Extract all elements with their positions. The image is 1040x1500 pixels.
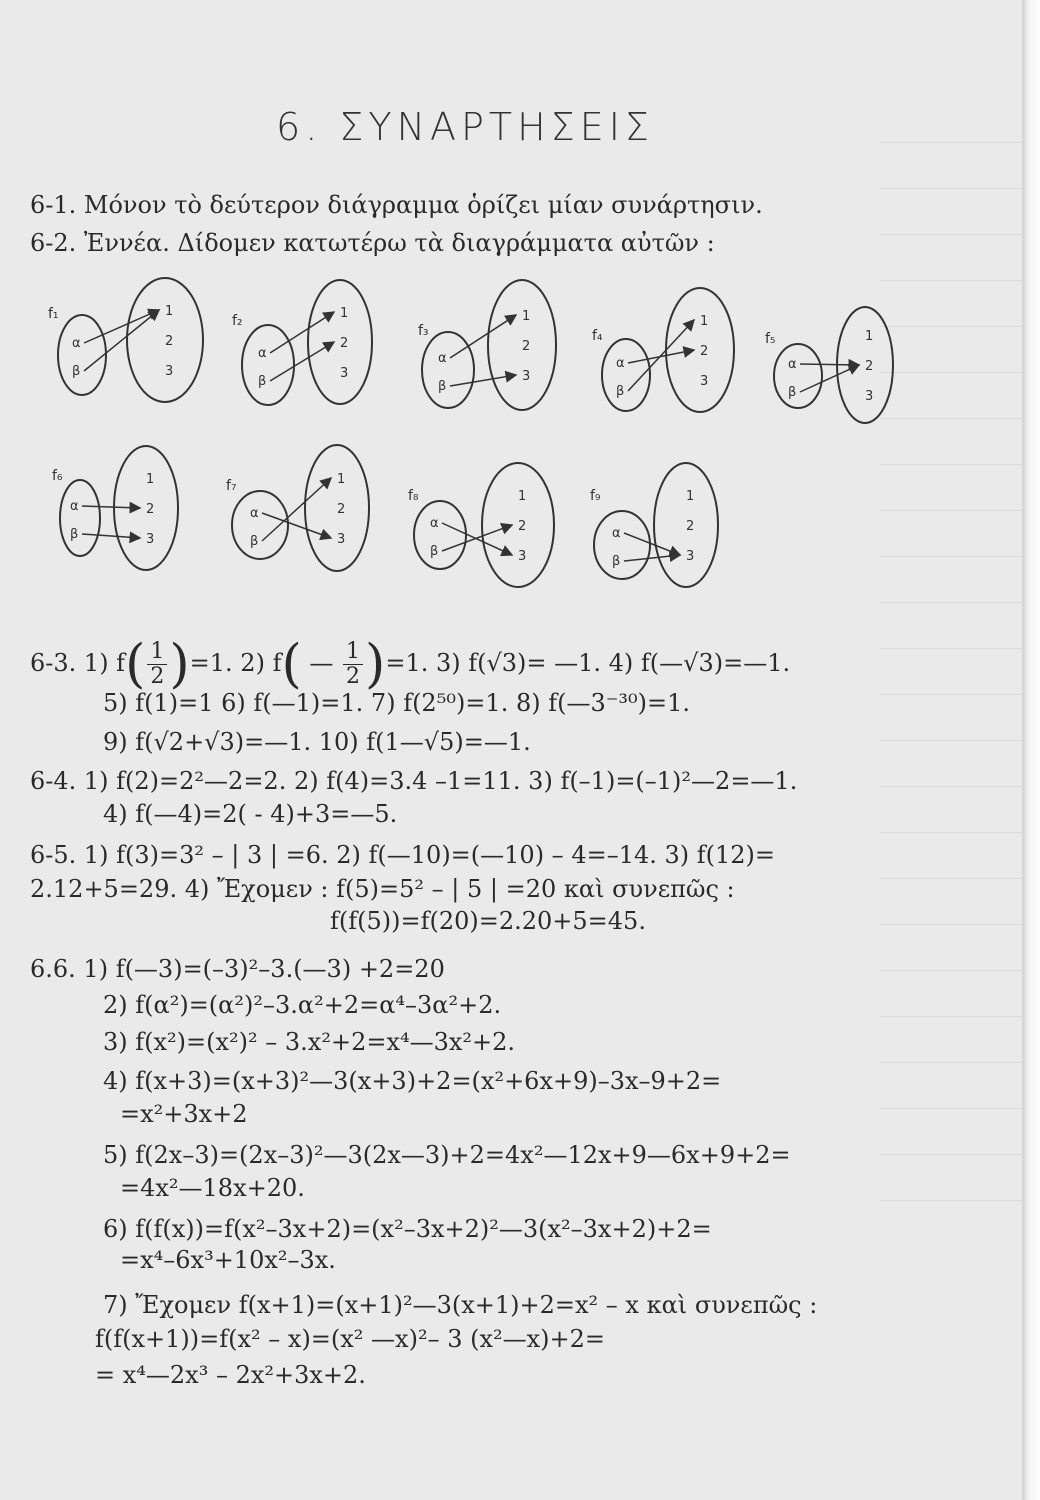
answer-6-6-line10: 7) Ἔχομεν f(x+1)=(x+1)²—3(x+1)+2=x² – x καὶ συνεπῶς :: [103, 1291, 818, 1319]
answer-6-6-line12: = x⁴—2x³ – 2x²+3x+2.: [95, 1361, 366, 1389]
answer-6-6-line1: 6.6. 1) f(—3)=(–3)²–3.(—3) +2=20: [30, 955, 445, 983]
codomain-element: 2: [340, 336, 349, 351]
fraction-one-half: $\frac{1}{2}$: [147, 640, 167, 689]
codomain-element: 2: [865, 359, 874, 374]
mapping-arrow: [624, 555, 680, 561]
domain-element: β: [258, 374, 267, 389]
codomain-element: 3: [340, 366, 349, 381]
codomain-element: 1: [865, 329, 874, 344]
domain-set-oval: [594, 511, 650, 579]
answer-6-3-line2: 5) f(1)=1 6) f(—1)=1. 7) f(2⁵⁰)=1. 8) f(—3⁻³⁰)=1.: [103, 689, 691, 717]
domain-element: α: [616, 356, 625, 371]
page-edge: [1022, 0, 1040, 1500]
domain-set-oval: [242, 325, 294, 405]
domain-element: α: [612, 526, 621, 541]
answer-6-5-line1: 6-5. 1) f(3)=3² – | 3 | =6. 2) f(—10)=(—10) – 4=–14. 3) f(12)=: [30, 841, 776, 869]
domain-element: α: [70, 499, 79, 514]
answer-6-4-line1: 6-4. 1) f(2)=2²—2=2. 2) f(4)=3.4 –1=11. 3) f(–1)=(–1)²—2=—1.: [30, 767, 798, 795]
answer-6-6-line3: 3) f(x²)=(x²)² – 3.x²+2=x⁴—3x²+2.: [103, 1028, 516, 1056]
answer-6-6-line2: 2) f(α²)=(α²)²–3.α²+2=α⁴–3α²+2.: [103, 991, 502, 1019]
domain-element: β: [430, 544, 439, 559]
diagram-label: f₂: [232, 313, 243, 329]
codomain-element: 3: [146, 532, 155, 547]
codomain-element: 3: [165, 364, 174, 379]
mapping-arrow: [262, 478, 331, 541]
answer-6-6-line4: 4) f(x+3)=(x+3)²—3(x+3)+2=(x²+6x+9)–3x–9+2=: [103, 1067, 722, 1095]
diagram-label: f₁: [48, 306, 59, 322]
domain-element: α: [788, 357, 797, 372]
codomain-element: 3: [700, 374, 709, 389]
domain-element: α: [438, 351, 447, 366]
codomain-element: 2: [686, 519, 695, 534]
codomain-element: 3: [337, 532, 346, 547]
codomain-element: 2: [522, 339, 531, 354]
codomain-element: 1: [340, 306, 349, 321]
diagram-label: f₄: [592, 328, 603, 344]
codomain-element: 2: [146, 502, 155, 517]
domain-set-oval: [774, 344, 822, 408]
mapping-arrow: [442, 523, 512, 555]
domain-element: α: [72, 336, 81, 351]
mapping-arrow: [270, 342, 334, 381]
codomain-element: 3: [865, 389, 874, 404]
mapping-arrow: [800, 364, 859, 365]
codomain-element: 2: [700, 344, 709, 359]
codomain-element: 3: [686, 549, 695, 564]
answer-6-5-line3: f(f(5))=f(20)=2.20+5=45.: [330, 907, 646, 935]
domain-element: β: [438, 379, 447, 394]
mapping-arrow: [270, 312, 334, 353]
diagram-label: f₃: [418, 323, 429, 339]
domain-element: α: [430, 516, 439, 531]
domain-element: α: [250, 506, 259, 521]
domain-set-oval: [60, 480, 100, 556]
domain-set-oval: [58, 315, 106, 395]
mapping-arrow: [800, 365, 859, 392]
diagram-label: f₈: [408, 488, 419, 504]
mapping-arrow: [84, 310, 159, 371]
codomain-element: 2: [337, 502, 346, 517]
codomain-element: 1: [686, 489, 695, 504]
domain-element: α: [258, 346, 267, 361]
mapping-arrow: [450, 375, 516, 386]
diagram-label: f₇: [226, 478, 237, 494]
domain-element: β: [70, 527, 79, 542]
diagram-label: f₉: [590, 488, 601, 504]
mapping-arrow: [628, 320, 694, 391]
codomain-element: 3: [522, 369, 531, 384]
codomain-element: 1: [518, 489, 527, 504]
codomain-element: 1: [146, 472, 155, 487]
answer-6-6-line8: 6) f(f(x))=f(x²–3x+2)=(x²–3x+2)²—3(x²–3x+2)+2=: [103, 1215, 712, 1243]
mapping-arrow: [82, 506, 140, 508]
mapping-arrow: [82, 534, 140, 538]
codomain-element: 3: [518, 549, 527, 564]
answer-6-6-line11: f(f(x+1))=f(x² – x)=(x² —x)²– 3 (x²—x)+2=: [95, 1325, 606, 1353]
mapping-arrow: [624, 533, 680, 555]
domain-set-oval: [414, 501, 466, 569]
answer-6-3-line1: 6-3. 1) f( $\frac{1}{2}$ )=1. 2) f( — $\frac{1}{2}$ )=1. 3) f(√3)= —1. 4) f(—√3)=—1.: [30, 634, 791, 695]
answer-6-6-line7: =4x²—18x+20.: [120, 1174, 305, 1202]
mapping-arrow: [84, 310, 159, 343]
mapping-diagrams: [0, 0, 1040, 620]
answer-6-6-line6: 5) f(2x–3)=(2x–3)²—3(2x—3)+2=4x²—12x+9—6x+9+2=: [103, 1141, 791, 1169]
domain-element: β: [250, 534, 259, 549]
mapping-arrow: [442, 525, 512, 551]
codomain-element: 1: [337, 472, 346, 487]
answer-6-5-line2: 2.12+5=29. 4) Ἔχομεν : f(5)=5² – | 5 | =20 καὶ συνεπῶς :: [30, 875, 735, 903]
answer-6-1: 6-1. Μόνον τὸ δεύτερον διάγραμμα ὁρίζει μίαν συνάρτησιν.: [30, 191, 763, 219]
codomain-element: 1: [165, 304, 174, 319]
domain-element: β: [612, 554, 621, 569]
codomain-element: 1: [700, 314, 709, 329]
answer-6-4-line2: 4) f(—4)=2( - 4)+3=—5.: [103, 800, 398, 828]
answer-6-6-line9: =x⁴–6x³+10x²–3x.: [120, 1246, 336, 1274]
chapter-title: 6. ΣΥΝΑΡΤΗΣΕΙΣ: [276, 105, 654, 149]
diagram-label: f₆: [52, 468, 63, 484]
codomain-element: 2: [518, 519, 527, 534]
answer-6-2: 6-2. Ἐννέα. Δίδομεν κατωτέρω τὰ διαγράμματα αὐτῶν :: [30, 229, 715, 257]
diagram-label: f₅: [765, 331, 776, 347]
domain-element: β: [72, 364, 81, 379]
codomain-element: 2: [165, 334, 174, 349]
domain-set-oval: [422, 332, 474, 408]
fraction-minus-one-half: $\frac{1}{2}$: [343, 640, 363, 689]
mapping-arrow: [262, 513, 331, 538]
codomain-element: 1: [522, 309, 531, 324]
answer-6-6-line5: =x²+3x+2: [120, 1100, 248, 1128]
domain-element: β: [788, 385, 797, 400]
answer-6-3-line3: 9) f(√2+√3)=—1. 10) f(1—√5)=—1.: [103, 728, 531, 756]
domain-element: β: [616, 384, 625, 399]
